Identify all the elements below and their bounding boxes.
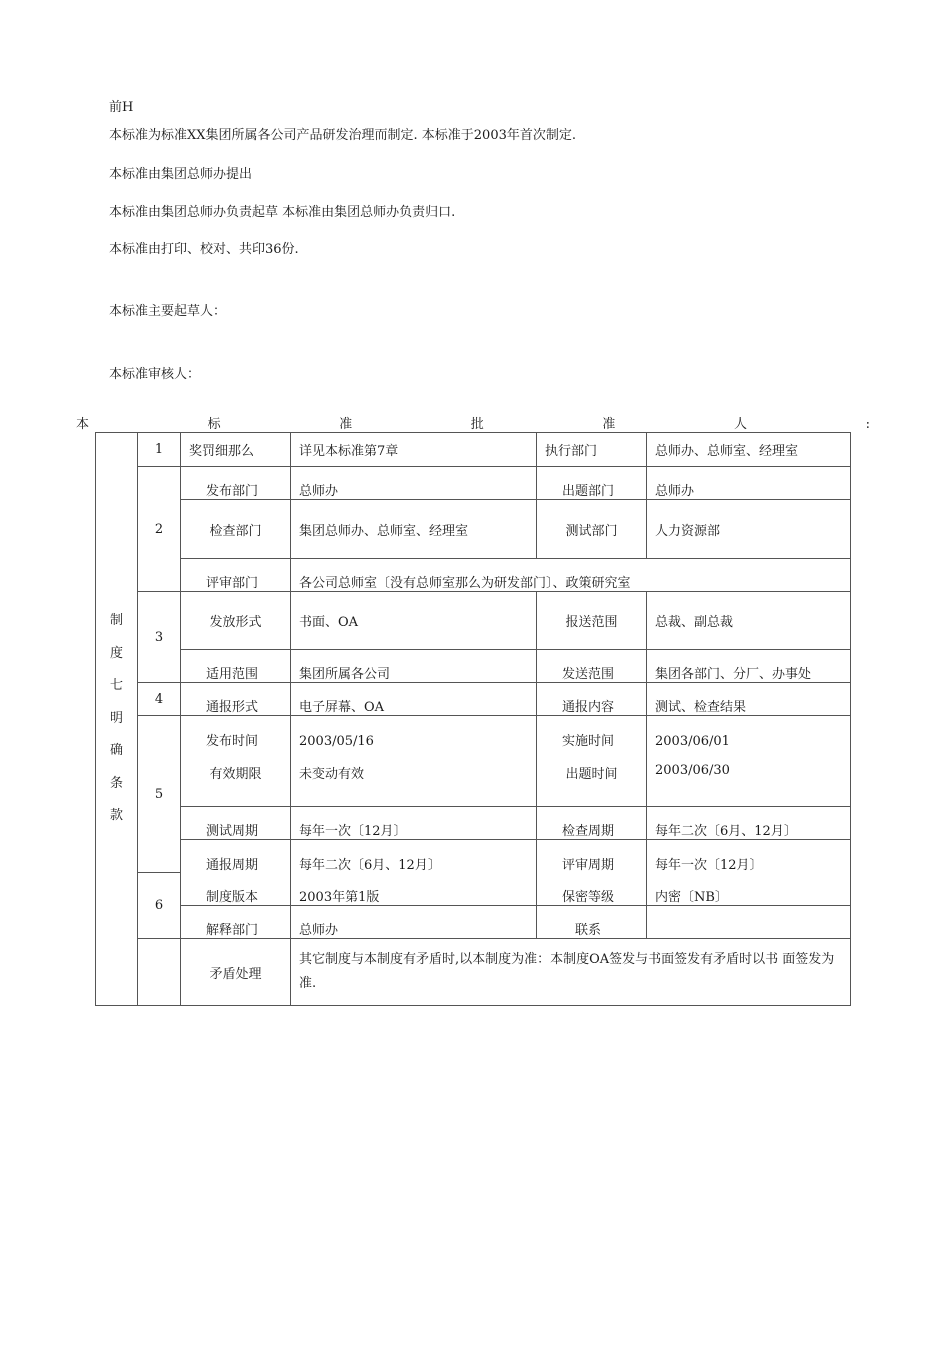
row-label: 出题时间 <box>537 749 647 807</box>
row-value: 2003/06/01 <box>655 733 730 749</box>
row-label: 奖罚细那么 <box>181 433 291 467</box>
row-label: 检查周期 <box>562 824 615 839</box>
row-value: 2003/05/16 <box>299 733 374 749</box>
regulation-table <box>95 432 851 1006</box>
row-value: 总师办 <box>299 484 339 499</box>
table-row <box>96 592 851 650</box>
row-value: 每年一次〔12月〕 <box>299 824 407 839</box>
side-char: 确 <box>109 743 123 759</box>
row-label: 报送范围 <box>537 592 647 650</box>
side-char: 款 <box>109 808 123 824</box>
row-value: 集团总师办、总师室、经理室 <box>291 500 537 559</box>
row-label: 测试周期 <box>206 824 259 839</box>
side-char: 明 <box>109 710 123 726</box>
row-value: 人力资源部 <box>647 500 851 559</box>
row-label: 通报周期 <box>206 857 259 873</box>
preface-line-3: 本标准由集团总师办负责起草 本标准由集团总师办负责归口. <box>109 205 456 220</box>
row-label: 评审周期 <box>562 857 615 873</box>
row-label: 发送范围 <box>562 667 615 682</box>
row-label: 联系 <box>575 923 602 938</box>
row-value: 总师办 <box>655 484 695 499</box>
preface-line-1: 本标准为标准XX集团所属各公司产品研发治理而制定. 本标准于2003年首次制定. <box>109 128 576 143</box>
table-row <box>96 683 851 716</box>
approver-char: 人 <box>733 417 747 432</box>
side-label <box>96 433 138 1006</box>
drafter-label: 本标准主要起草人： <box>109 304 227 319</box>
row-value: 测试、检查结果 <box>655 700 747 715</box>
table-row <box>96 939 851 1006</box>
row-label: 发布时间 <box>206 733 259 749</box>
row-label: 测试部门 <box>537 500 647 559</box>
row-value: 2003/06/30 <box>647 749 851 807</box>
row-label: 有效期限 <box>181 749 291 807</box>
group-number: 6 <box>138 873 181 939</box>
preface-line-2: 本标准由集团总师办提出 <box>109 167 253 182</box>
table-row <box>96 500 851 559</box>
group-number: 2 <box>138 467 181 592</box>
preface-line-4: 本标准由打印、校对、共印36份. <box>109 242 299 257</box>
row-value: 集团所属各公司 <box>299 667 391 682</box>
approver-char: 标 <box>207 417 221 432</box>
row-value: 未变动有效 <box>291 749 537 807</box>
row-label: 通报形式 <box>206 700 259 715</box>
approver-char: 准 <box>339 417 353 432</box>
row-label: 评审部门 <box>206 576 259 591</box>
row-value: 每年一次〔12月〕 <box>655 857 763 873</box>
row-value: 集团各部门、分厂、办事处 <box>655 667 812 682</box>
table-row <box>96 433 851 467</box>
row-label: 通报内容 <box>562 700 615 715</box>
row-value: 每年二次〔6月、12月〕 <box>655 824 797 839</box>
row-value: 各公司总师室〔没有总师室那么为研发部门〕、政策研究室 <box>299 576 631 591</box>
table-row <box>96 559 851 592</box>
row-label: 实施时间 <box>562 733 615 749</box>
table-row <box>96 873 851 906</box>
row-value: 详见本标准第7章 <box>291 433 537 467</box>
row-label: 解释部门 <box>206 923 259 938</box>
table-row <box>96 716 851 749</box>
approver-char: 批 <box>470 417 484 432</box>
approver-char: 准 <box>602 417 616 432</box>
approver-char: : <box>865 417 870 432</box>
row-label: 适用范围 <box>206 667 259 682</box>
reviewer-label: 本标准审核人： <box>109 367 201 382</box>
row-value: 其它制度与本制度有矛盾时,以本制度为准：本制度OA签发与书面签发有矛盾时以书 面签发为准. <box>291 939 851 1006</box>
approver-label <box>76 417 870 433</box>
row-value: 电子屏幕、OA <box>299 700 385 715</box>
group-number: 4 <box>138 683 181 716</box>
row-label: 执行部门 <box>537 433 647 467</box>
group-number-empty <box>138 939 181 1006</box>
row-label: 发布部门 <box>206 484 259 499</box>
row-label: 矛盾处理 <box>181 939 291 1006</box>
table-row <box>96 650 851 683</box>
side-char: 七 <box>109 678 123 694</box>
group-number: 1 <box>138 433 181 467</box>
row-label: 检查部门 <box>181 500 291 559</box>
table-row <box>96 906 851 939</box>
side-char: 度 <box>109 645 123 661</box>
row-value: 内密〔NB〕 <box>655 890 728 905</box>
row-label: 发放形式 <box>181 592 291 650</box>
table-row <box>96 840 851 873</box>
table-row <box>96 749 851 807</box>
row-value: 总师办 <box>299 923 339 938</box>
row-label: 出题部门 <box>562 484 615 499</box>
approver-char: 本 <box>76 417 90 432</box>
row-value: 2003年第1版 <box>299 890 380 905</box>
row-label: 制度版本 <box>206 890 259 905</box>
row-label: 保密等级 <box>562 890 615 905</box>
row-value: 总师办、总师室、经理室 <box>647 433 851 467</box>
row-value: 总裁、副总裁 <box>647 592 851 650</box>
table-row <box>96 807 851 840</box>
row-value: 书面、OA <box>291 592 537 650</box>
group-number: 5 <box>138 716 181 873</box>
group-number: 3 <box>138 592 181 683</box>
row-value: 每年二次〔6月、12月〕 <box>299 857 441 873</box>
preface-heading: 前H <box>109 100 134 115</box>
table-row <box>96 467 851 500</box>
side-char: 条 <box>109 775 123 791</box>
side-char: 制 <box>109 613 123 629</box>
